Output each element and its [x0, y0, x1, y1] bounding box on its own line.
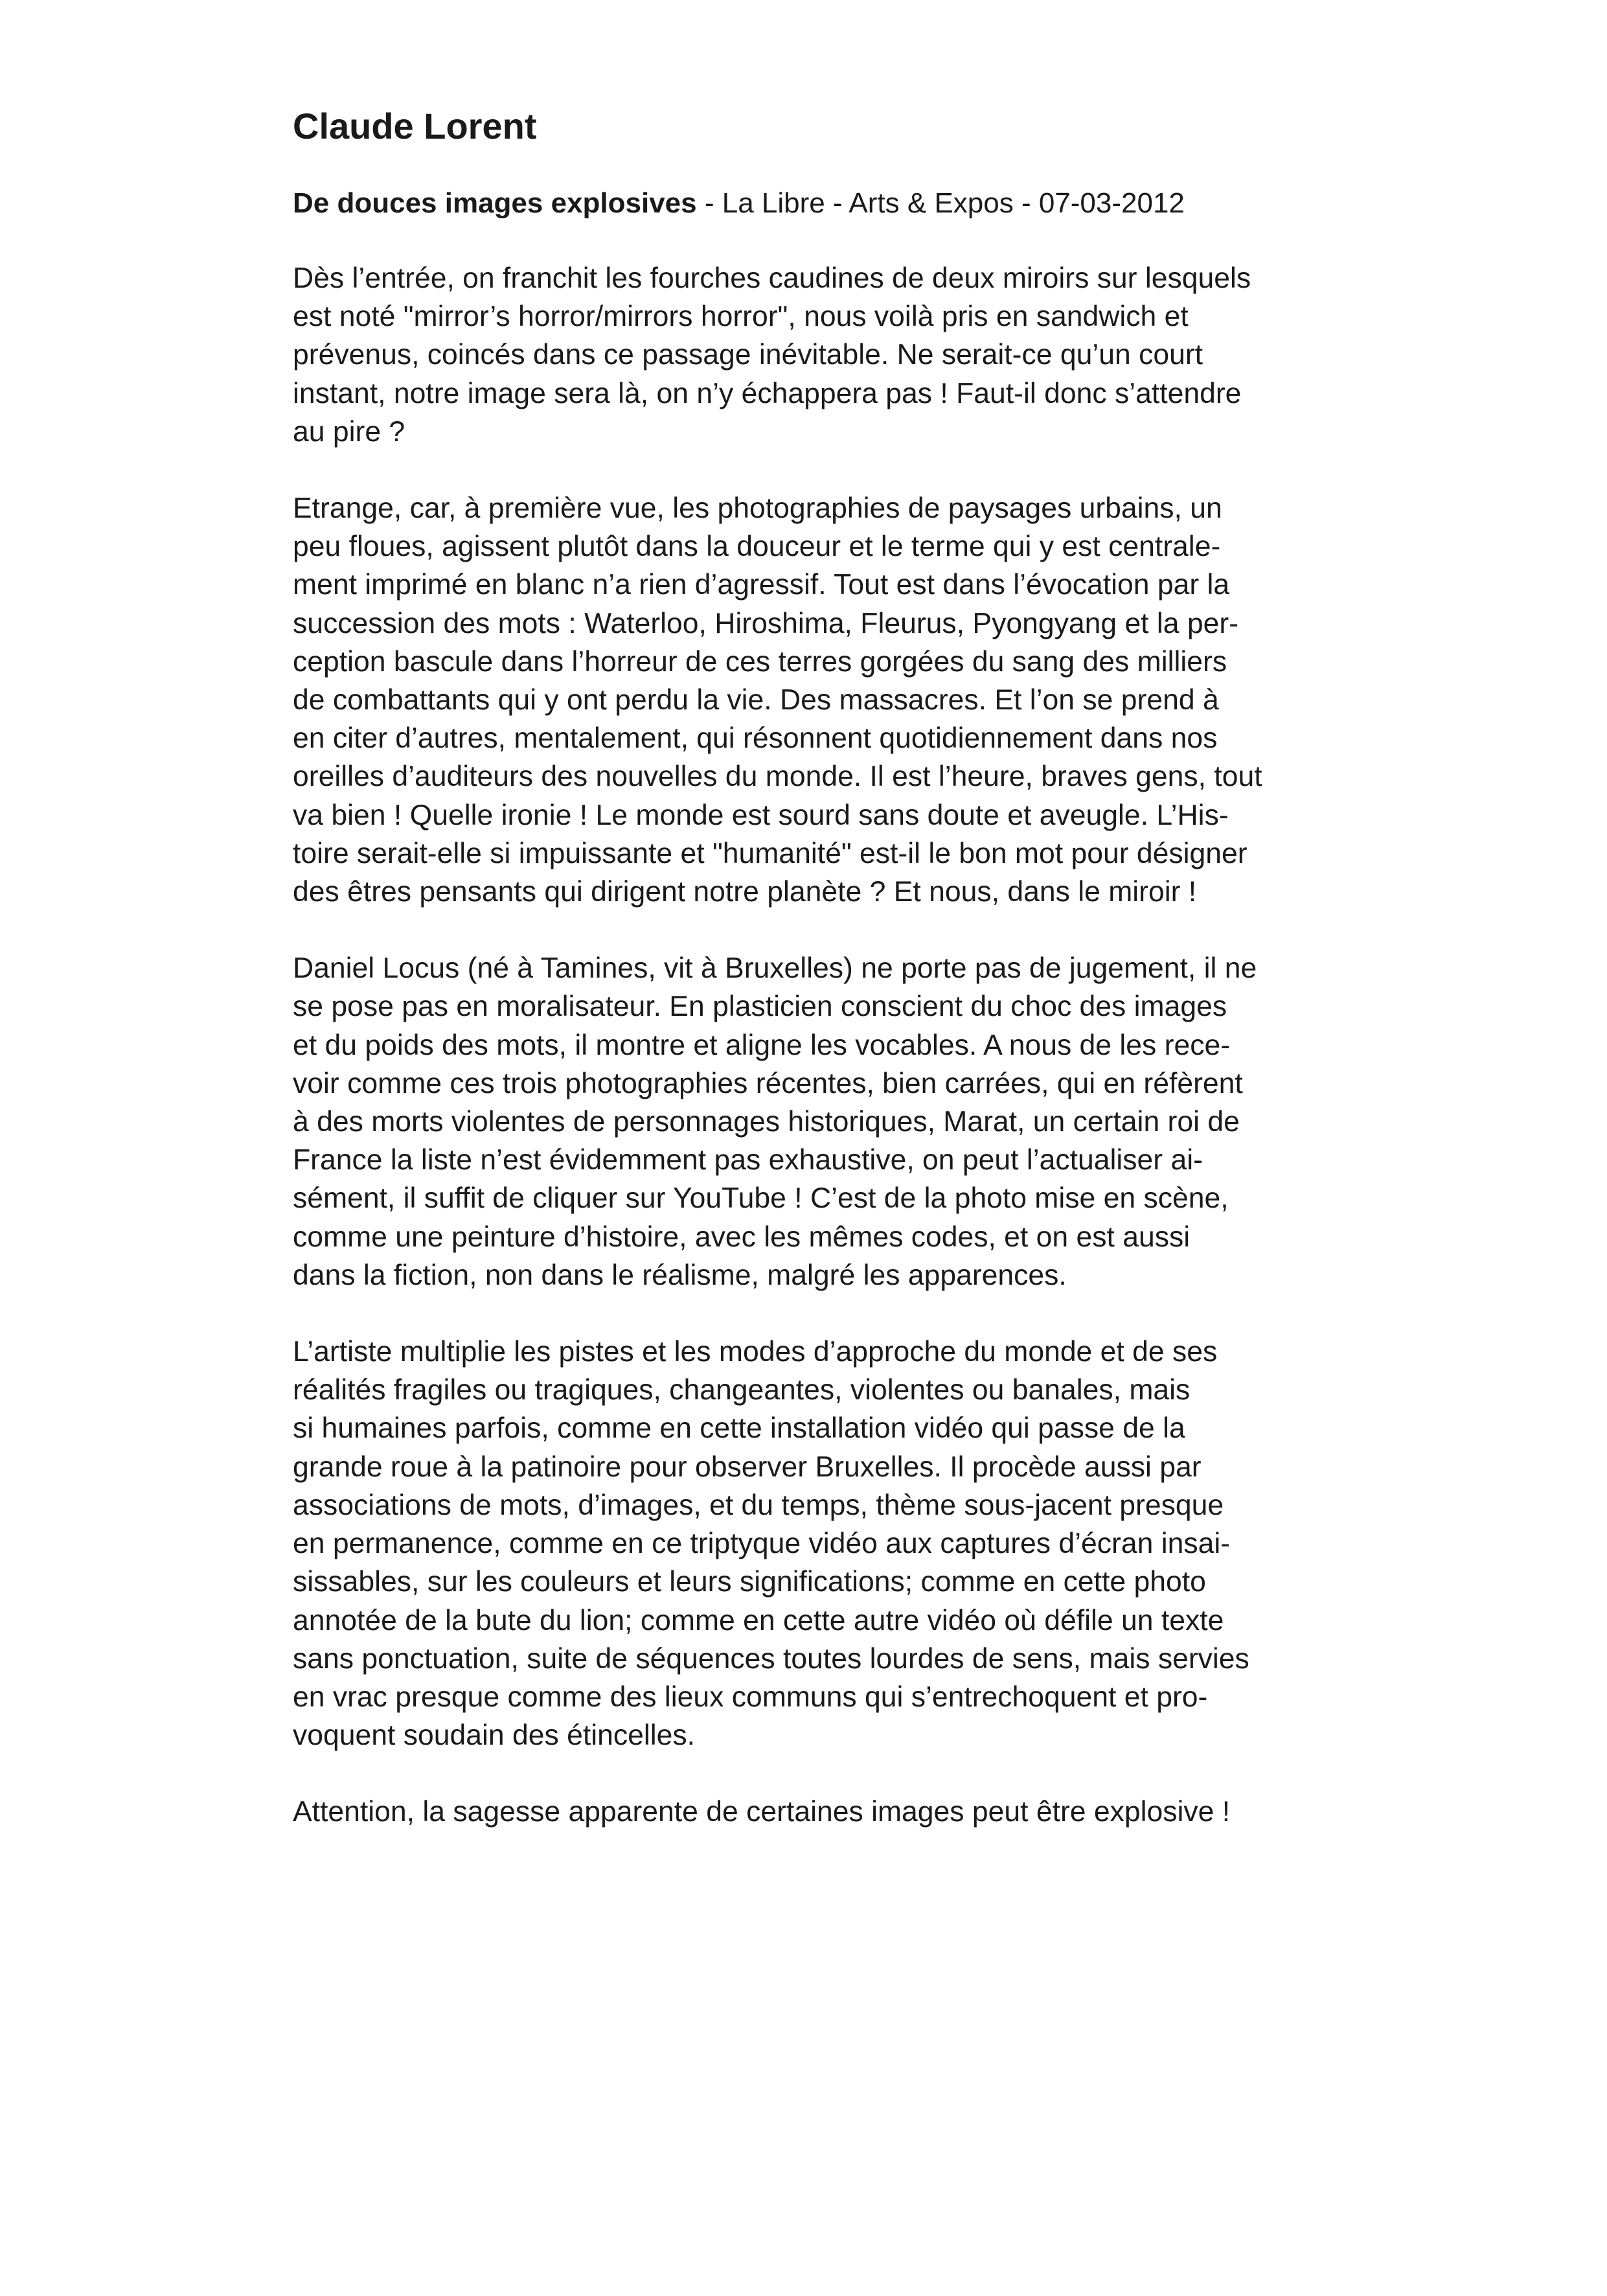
text-line: et du poids des mots, il montre et aligne les vocables. A nous de les rece- — [293, 1029, 1231, 1061]
article — [293, 104, 1355, 1870]
text-line: à des morts violentes de personnages historiques, Marat, un certain roi de — [293, 1106, 1240, 1138]
text-line: ception bascule dans l’horreur de ces terres gorgées du sang des milliers — [293, 645, 1227, 678]
text-line: au pire ? — [293, 415, 405, 448]
text-line: en citer d’autres, mentalement, qui résonnent quotidiennement dans nos — [293, 722, 1218, 755]
text-line: comme une peinture d’histoire, avec les mêmes codes, et on est aussi — [293, 1221, 1191, 1253]
text-line: se pose pas en moralisateur. En plasticien conscient du choc des images — [293, 991, 1227, 1023]
text-line: peu floues, agissent plutôt dans la douceur et le terme qui y est centrale- — [293, 531, 1221, 563]
article-source-meta: - La Libre - Arts & Expos - 07-03-2012 — [696, 187, 1185, 219]
paragraph-4 — [293, 1333, 1355, 1754]
text-line: réalités fragiles ou tragiques, changeantes, violentes ou banales, mais — [293, 1374, 1191, 1406]
text-line: si humaines parfois, comme en cette installation vidéo qui passe de la — [293, 1412, 1185, 1445]
paragraph-1 — [293, 259, 1355, 451]
text-line: toire serait-elle si impuissante et "humanité" est-il le bon mot pour désigner — [293, 837, 1248, 869]
text-line: grande roue à la patinoire pour observer Bruxelles. Il procède aussi par — [293, 1451, 1202, 1483]
text-line: voquent soudain des étincelles. — [293, 1719, 695, 1752]
text-line: Dès l’entrée, on franchit les fourches caudines de deux miroirs sur lesquels — [293, 262, 1251, 294]
text-line: sément, il suffit de cliquer sur YouTube ! C’est de la photo mise en scène, — [293, 1182, 1229, 1215]
text-line: Attention, la sagesse apparente de certaines images peut être explosive ! — [293, 1796, 1231, 1828]
text-line: va bien ! Quelle ironie ! Le monde est sourd sans doute et aveugle. L’His- — [293, 799, 1229, 831]
text-line: L’artiste multiplie les pistes et les modes d’approche du monde et de ses — [293, 1336, 1218, 1368]
text-line: sans ponctuation, suite de séquences toutes lourdes de sens, mais servies — [293, 1642, 1249, 1675]
text-line: en permanence, comme en ce triptyque vidéo aux captures d’écran insai- — [293, 1528, 1231, 1560]
text-line: est noté "mirror’s horror/mirrors horror", nous voilà pris en sandwich et — [293, 301, 1189, 333]
text-line: Etrange, car, à première vue, les photographies de paysages urbains, un — [293, 492, 1222, 525]
text-line: associations de mots, d’images, et du temps, thème sous-jacent presque — [293, 1489, 1224, 1521]
text-line: succession des mots : Waterloo, Hiroshima, Fleurus, Pyongyang et la per- — [293, 607, 1239, 639]
text-line: Daniel Locus (né à Tamines, vit à Bruxelles) ne porte pas de jugement, il ne — [293, 952, 1257, 985]
text-line: instant, notre image sera là, on n’y échappera pas ! Faut-il donc s’attendre — [293, 377, 1242, 409]
text-line: dans la fiction, non dans le réalisme, malgré les apparences. — [293, 1259, 1067, 1291]
text-line: annotée de la bute du lion; comme en cette autre vidéo où défile un texte — [293, 1604, 1224, 1636]
text-line: ment imprimé en blanc n’a rien d’agressif. Tout est dans l’évocation par la — [293, 569, 1230, 601]
text-line: des êtres pensants qui dirigent notre planète ? Et nous, dans le miroir ! — [293, 876, 1197, 908]
text-line: sissables, sur les couleurs et leurs significations; comme en cette photo — [293, 1566, 1206, 1598]
paragraph-5 — [293, 1793, 1355, 1831]
text-line: oreilles d’auditeurs des nouvelles du monde. Il est l’heure, braves gens, tout — [293, 761, 1262, 793]
text-line: France la liste n’est évidemment pas exhaustive, on peut l’actualiser ai- — [293, 1144, 1203, 1177]
text-line: en vrac presque comme des lieux communs qui s’entrechoquent et pro- — [293, 1681, 1208, 1713]
author-name: Claude Lorent — [293, 106, 537, 146]
article-headline — [293, 184, 1355, 223]
text-line: voir comme ces trois photographies récentes, bien carrées, qui en réfèrent — [293, 1067, 1243, 1099]
article-title: De douces images explosives — [293, 187, 697, 219]
text-line: de combattants qui y ont perdu la vie. Des massacres. Et l’on se prend à — [293, 684, 1219, 717]
text-line: prévenus, coincés dans ce passage inévitable. Ne serait-ce qu’un court — [293, 339, 1203, 371]
paragraph-3 — [293, 949, 1355, 1294]
paragraph-2 — [293, 489, 1355, 911]
